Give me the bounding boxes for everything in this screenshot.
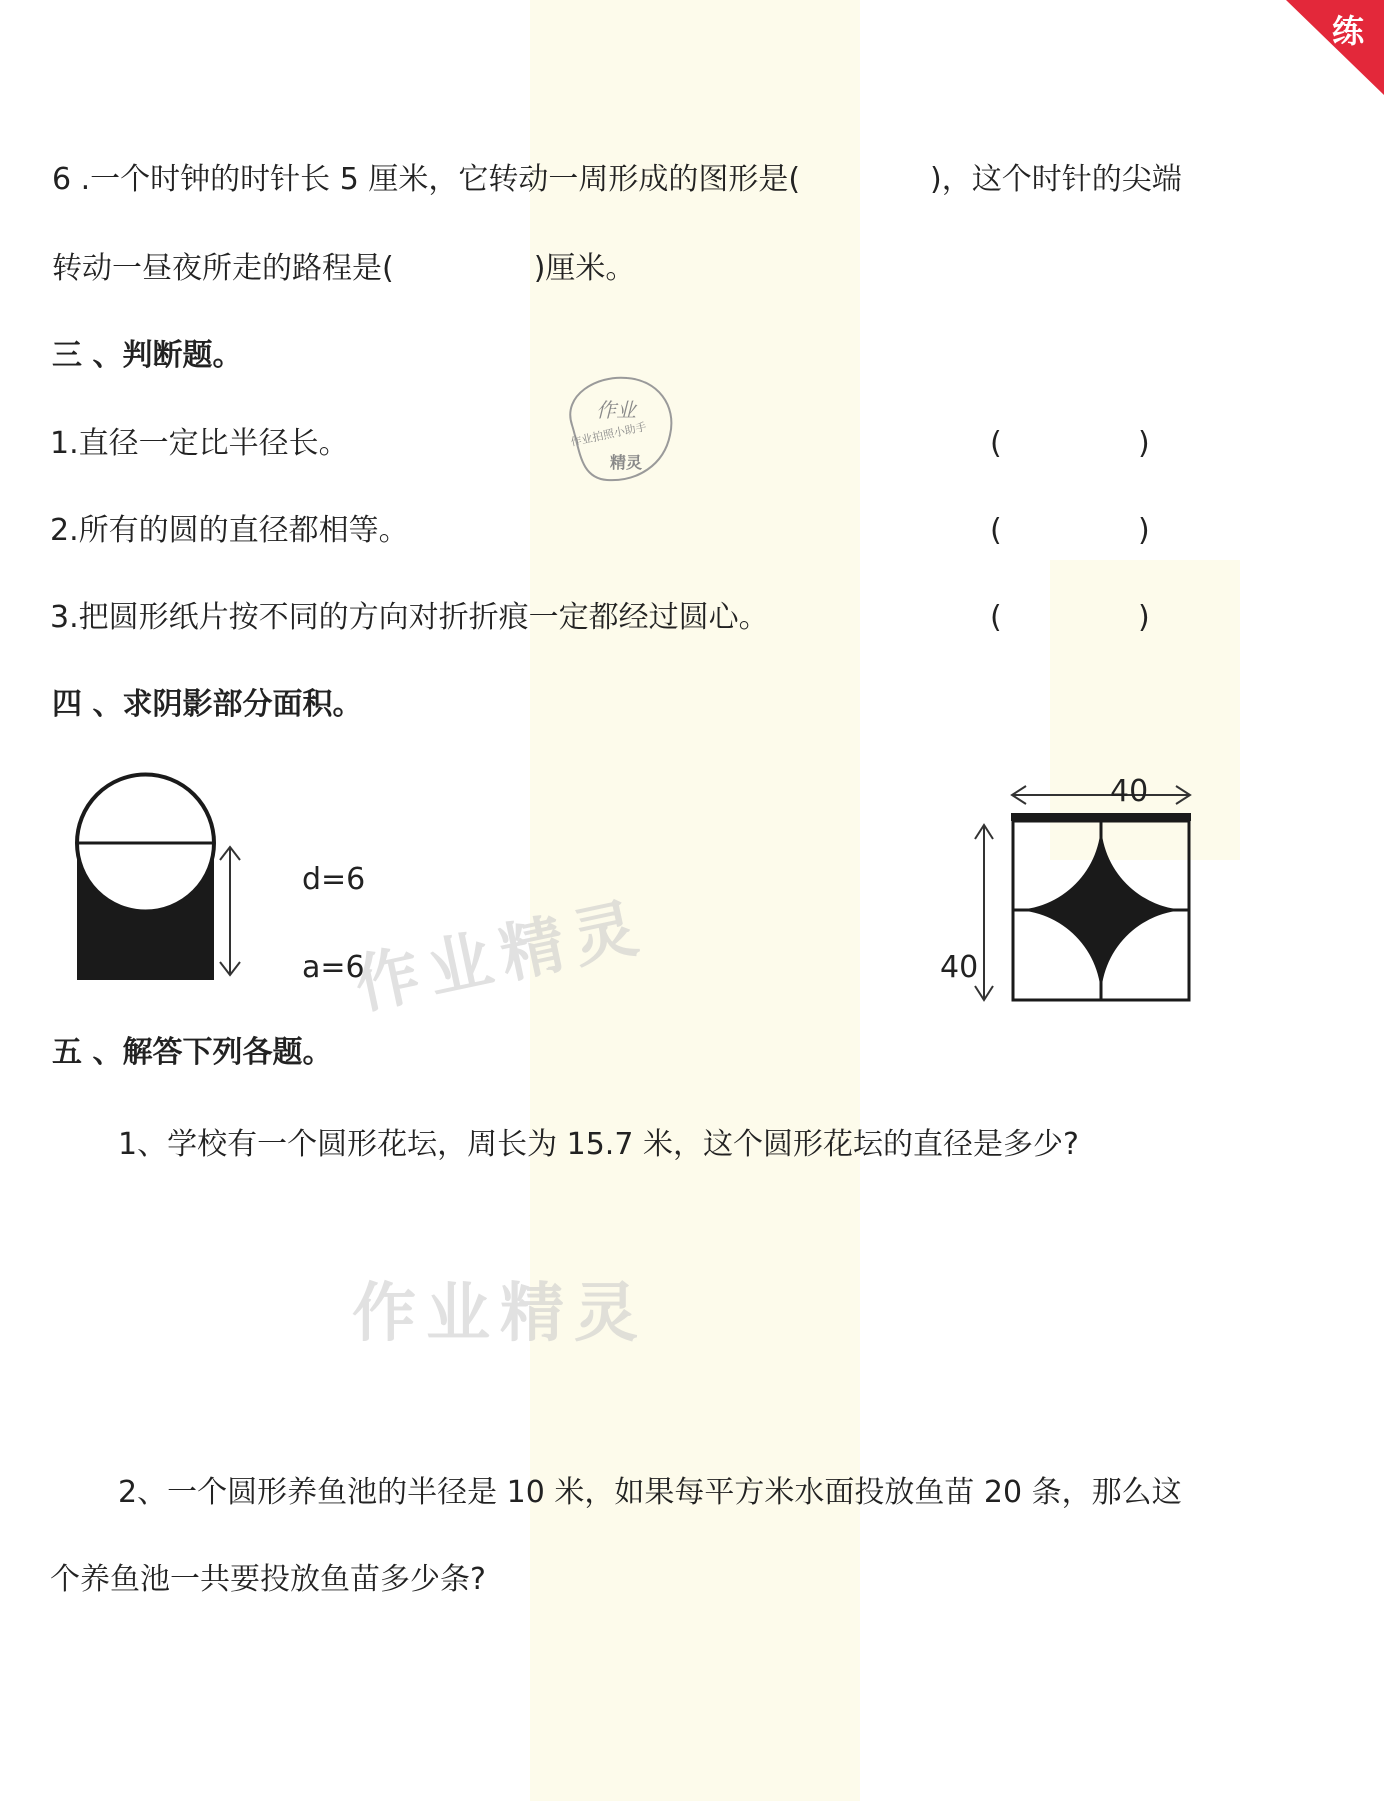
figure-label-d: d=6	[302, 862, 366, 897]
judge-item-3: 3.把圆形纸片按不同的方向对折折痕一定都经过圆心。	[50, 600, 769, 635]
judge-item-1: 1.直径一定比半径长。	[50, 426, 349, 461]
section-3-heading: 三 、判断题。	[52, 338, 243, 373]
judge-bracket-close[interactable]: )	[1138, 426, 1150, 461]
figure-circle-square	[70, 765, 250, 985]
section-4-heading: 四 、求阴影部分面积。	[52, 687, 363, 722]
section-5-heading: 五 、解答下列各题。	[52, 1035, 333, 1070]
question-6-text-c: 转动一昼夜所走的路程是(	[52, 251, 394, 286]
homework-stamp-logo	[552, 370, 682, 490]
figure-label-a: a=6	[302, 950, 365, 985]
question-6-text-d: )厘米。	[533, 251, 636, 286]
corner-tab-shape	[1274, 0, 1384, 110]
stamp-middle-text: 作业拍照小助手	[569, 420, 648, 449]
watermark-text: 作业精灵	[352, 1277, 648, 1351]
figure-label-left: 40	[940, 950, 979, 985]
question-6-text-b: )，这个时针的尖端	[930, 162, 1182, 197]
question-6-text-a: 6 .一个时钟的时针长 5 厘米，它转动一周形成的图形是(	[52, 162, 801, 197]
judge-item-2: 2.所有的圆的直径都相等。	[50, 513, 409, 548]
stamp-top-text: 作业	[596, 398, 636, 422]
judge-bracket-open[interactable]: (	[990, 600, 1002, 635]
figure-circle-square-svg	[70, 765, 250, 985]
stamp-bottom-text: 精灵	[610, 453, 643, 472]
judge-bracket-close[interactable]: )	[1138, 513, 1150, 548]
solve-question-2-line-1: 2、一个圆形养鱼池的半径是 10 米，如果每平方米水面投放鱼苗 20 条，那么这	[118, 1475, 1182, 1510]
judge-bracket-close[interactable]: )	[1138, 600, 1150, 635]
question-6-line-1	[52, 160, 1182, 200]
corner-tab	[1274, 0, 1384, 110]
question-6-line-2	[52, 249, 635, 289]
judge-bracket-open[interactable]: (	[990, 426, 1002, 461]
figure-square-star-svg	[962, 780, 1202, 1020]
figure-label-top: 40	[1110, 774, 1149, 809]
watermark-text: 作业精灵	[348, 889, 654, 1024]
judge-bracket-open[interactable]: (	[990, 513, 1002, 548]
figure-square-star	[962, 780, 1202, 1020]
solve-question-2-line-2: 个养鱼池一共要投放鱼苗多少条?	[50, 1562, 486, 1597]
solve-question-1: 1、学校有一个圆形花坛，周长为 15.7 米，这个圆形花坛的直径是多少?	[118, 1127, 1079, 1162]
corner-tab-label: 练	[1331, 12, 1364, 50]
